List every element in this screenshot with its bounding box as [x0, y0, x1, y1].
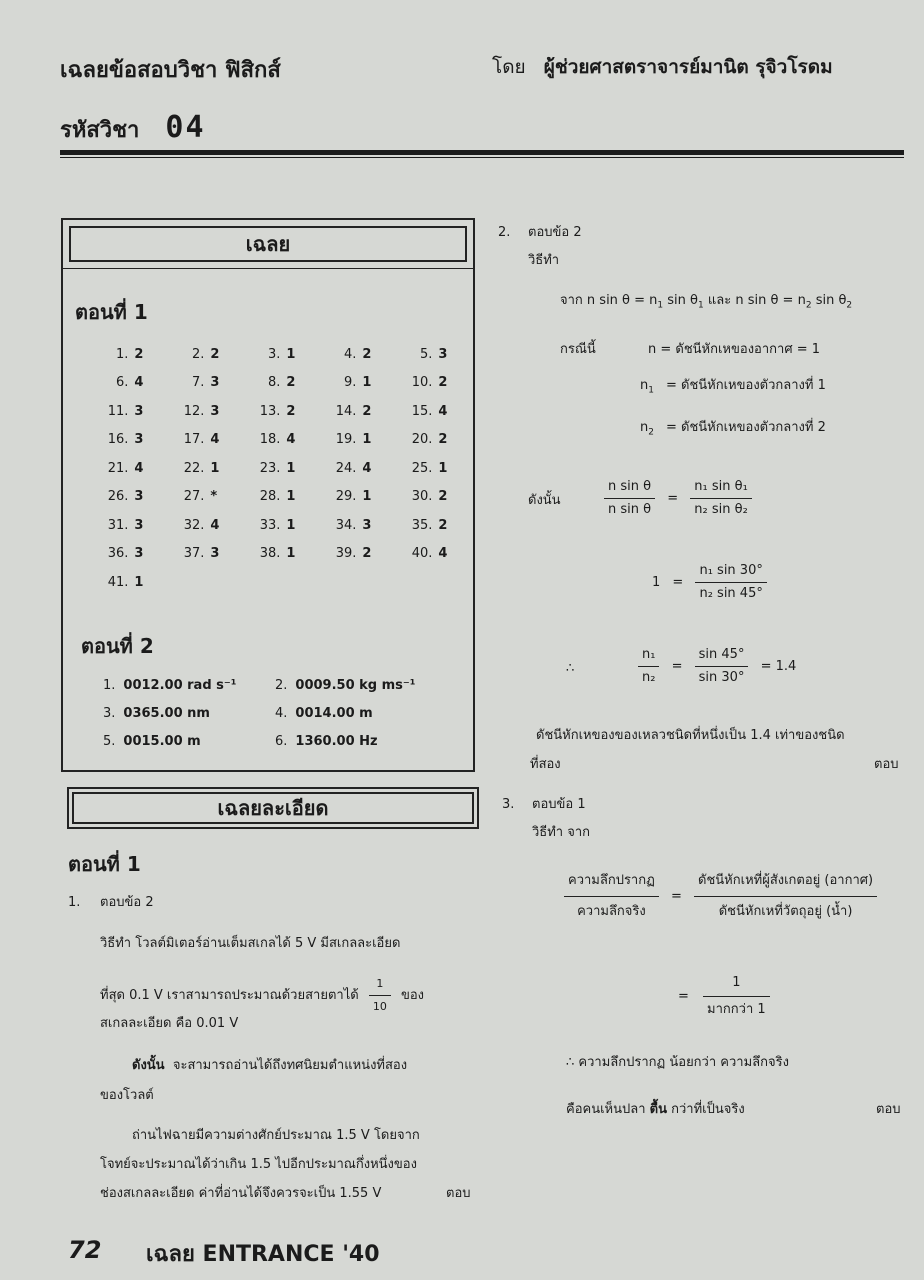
q3-conc-text: คือคนเห็นปลา	[566, 1102, 646, 1117]
q2-result: = 1.4	[760, 659, 797, 674]
q1-frac-bottom: 10	[372, 1000, 387, 1013]
q3-frac-top: ดัชนีหักเหที่ผู้สังเกตอยู่ (อากาศ)	[694, 872, 877, 897]
answer-cell	[387, 489, 463, 504]
answer-cell	[235, 375, 311, 390]
q2-n2-definition: = ดัชนีหักเหของตัวกลางที่ 2	[666, 420, 826, 435]
answer-choice: 3	[362, 517, 372, 533]
q3-ratio-2: = $\frac{1}{\text{มากกว่า 1}}$	[678, 974, 770, 1019]
q2-frac-n	[638, 646, 659, 687]
question-number: 6.	[116, 375, 129, 391]
q3-end-answer: ตอบ	[876, 1102, 901, 1117]
question-number: 25.	[411, 460, 433, 476]
q2-answer: ตอบข้อ 2	[528, 225, 582, 240]
q1-answer: ตอบข้อ 2	[100, 895, 154, 910]
answer-cell	[311, 347, 387, 362]
author-name: ผู้ช่วยศาสตราจารย์มานิต รุจิวโรดม	[543, 56, 833, 78]
q2-frac-sin2	[695, 646, 749, 687]
footer-brand: เฉลย ENTRANCE '40	[146, 1242, 380, 1267]
q2-frac-top: n sin θ	[604, 478, 655, 499]
question-number: 38.	[259, 546, 281, 562]
question-number: 40.	[411, 546, 433, 562]
part2-answer	[275, 734, 378, 749]
answer-cell	[83, 432, 159, 447]
page-number: 72	[68, 1236, 102, 1264]
answer-choice: 1	[362, 489, 372, 505]
answer-cell	[387, 347, 463, 362]
answer-choice: 3	[210, 403, 220, 419]
question-number: 11.	[107, 403, 129, 419]
part1-answer-grid	[83, 340, 463, 597]
question-number: 13.	[259, 403, 281, 419]
answer-choice: 2	[438, 517, 448, 533]
question-number: 39.	[335, 546, 357, 562]
question-number: 24.	[335, 460, 357, 476]
q2-frac-bottom: sin 30°	[698, 670, 745, 685]
answer-choice: 4	[134, 460, 144, 476]
q2-ratio-1: $\frac{\text{n sin θ}}{\text{n sin θ}}$ = $\frac{\text{n₁ sin θ₁}}{\text{n₂ sin θ₂}}$	[604, 478, 752, 519]
answer-cell	[159, 546, 235, 561]
q2-number: 2.	[498, 225, 511, 240]
question-number: 26.	[107, 489, 129, 505]
answer-cell	[311, 546, 387, 561]
q2-frac-top: n₁	[638, 646, 659, 667]
answer-choice: 1	[286, 346, 296, 362]
question-number: 22.	[183, 460, 205, 476]
q3-frac-depth	[564, 872, 659, 921]
part2-answer	[275, 678, 415, 693]
q2-frac-top: n₁ sin θ₁	[690, 478, 752, 499]
q2-end-answer: ตอบ	[874, 757, 899, 772]
q2-equation-snell: จาก n $\sin \theta = n_1$ $\sin \theta_1$ และ n $\sin \theta = n_2$ $\sin \theta_2$	[560, 293, 853, 311]
question-number: 34.	[335, 517, 357, 533]
answer-cell	[235, 546, 311, 561]
question-number: 5.	[420, 346, 433, 362]
answer-cell	[387, 461, 463, 476]
question-number: 41.	[107, 574, 129, 590]
question-number: 10.	[411, 375, 433, 391]
answer-cell	[83, 404, 159, 419]
answer-row	[83, 568, 463, 597]
answer-cell	[83, 375, 159, 390]
q3-number: 3.	[502, 797, 515, 812]
q2-ratio-3: $\frac{\text{n₁}}{\text{n₂}}$ = $\frac{\sin 45^\circ}{\sin 30^\circ}$ = 1.4	[638, 646, 796, 687]
answer-choice: 1	[362, 432, 372, 448]
q3-frac-top: 1	[703, 974, 770, 997]
question-number: 8.	[268, 375, 281, 391]
q3-conc-bold: ตื้น	[649, 1102, 667, 1117]
header-rule-thin	[60, 157, 904, 158]
part1-title: ตอนที่ 1	[75, 300, 148, 324]
answer-cell	[311, 404, 387, 419]
part2-answer	[103, 706, 210, 721]
answer-cell	[311, 432, 387, 447]
q2-n1-symbol: $n_1$	[640, 378, 654, 396]
author-line	[492, 52, 833, 82]
q3-frac-top: ความลึกปรากฏ	[564, 872, 659, 897]
answer-box	[61, 218, 475, 772]
q1-line7: โจทย์จะประมาณได้ว่าเกิน 1.5 ไปอีกประมาณกึ่งหนึ่งของ	[100, 1157, 417, 1172]
q2-frac-bottom: n₂ sin θ₂	[694, 502, 748, 517]
q1-line2-text: ที่สุด 0.1 V เราสามารถประมาณด้วยสายตาได้	[100, 988, 359, 1003]
answer-choice: 4	[286, 432, 296, 448]
answer-row	[83, 369, 463, 398]
q2-frac-sin	[695, 562, 766, 603]
answer-cell	[159, 461, 235, 476]
q2-n1-definition: = ดัชนีหักเหของตัวกลางที่ 1	[666, 378, 826, 393]
answer-choice: 3	[210, 375, 220, 391]
subject-code-value: 04	[165, 110, 206, 145]
answer-choice: 3	[134, 403, 144, 419]
answer-choice: 2	[210, 346, 220, 362]
q1-line6: ถ่านไฟฉายมีความต่างศักย์ประมาณ 1.5 V โดยจาก	[132, 1128, 420, 1143]
q2-conclusion: ดัชนีหักเหของของเหลวชนิดที่หนึ่งเป็น 1.4 เท่าของชนิด	[536, 728, 845, 743]
part2-title: ตอนที่ 2	[81, 634, 154, 658]
question-number: 15.	[411, 403, 433, 419]
answer-choice: 2	[362, 403, 372, 419]
answer-choice: 4	[210, 517, 220, 533]
answer-cell	[311, 375, 387, 390]
q3-frac-index	[694, 872, 877, 921]
question-number: 9.	[344, 375, 357, 391]
answer-cell	[159, 432, 235, 447]
answer-cell	[387, 404, 463, 419]
part2-value: 0009.50 kg ms⁻¹	[295, 678, 416, 693]
answer-choice: 2	[438, 489, 448, 505]
q2-so-label: ดังนั้น	[528, 493, 561, 508]
answer-cell	[235, 489, 311, 504]
question-number: 16.	[107, 432, 129, 448]
answer-cell	[83, 518, 159, 533]
q2-frac-bottom: n sin θ	[608, 502, 652, 517]
answer-row	[83, 540, 463, 569]
q1-line4	[132, 1057, 407, 1075]
question-number: 18.	[259, 432, 281, 448]
answer-cell	[387, 518, 463, 533]
answer-box-divider	[63, 268, 473, 269]
answer-choice: 2	[438, 375, 448, 391]
q3-frac-bottom: ความลึกจริง	[577, 904, 646, 919]
question-number: 37.	[183, 546, 205, 562]
answer-cell	[387, 546, 463, 561]
subject-code-label: รหัสวิชา	[60, 118, 140, 143]
question-number: 17.	[183, 432, 205, 448]
q1-line2	[100, 975, 478, 1016]
answer-cell	[387, 375, 463, 390]
part2-answer	[103, 678, 236, 693]
part2-value: 0014.00 m	[295, 706, 373, 721]
question-number: 30.	[411, 489, 433, 505]
answer-choice: 4	[134, 375, 144, 391]
answer-cell	[83, 489, 159, 504]
q2-n1-letter: n	[640, 378, 649, 393]
question-number: 4.	[344, 346, 357, 362]
q1-fraction	[369, 975, 391, 1016]
question-number: 2.	[192, 346, 205, 362]
answer-choice: 4	[210, 432, 220, 448]
part2-num: 1.	[103, 678, 116, 693]
answer-choice: 2	[362, 546, 372, 562]
q1-line5: ของโวลต์	[100, 1088, 154, 1103]
answer-row	[83, 426, 463, 455]
q2-frac-right	[690, 478, 752, 519]
answer-cell	[83, 461, 159, 476]
answer-cell	[235, 461, 311, 476]
q2-method: วิธีทำ	[528, 253, 560, 268]
part2-num: 2.	[275, 678, 288, 693]
answer-choice: 3	[134, 517, 144, 533]
part2-value: 0012.00 rad s⁻¹	[123, 678, 237, 693]
q3-answer: ตอบข้อ 1	[532, 797, 586, 812]
answer-row	[83, 511, 463, 540]
answer-choice: 2	[362, 346, 372, 362]
q2-frac-top: sin 45°	[695, 646, 749, 667]
question-number: 20.	[411, 432, 433, 448]
q3-method: วิธีทำ จาก	[532, 825, 591, 840]
question-number: 31.	[107, 517, 129, 533]
answer-choice: 3	[438, 346, 448, 362]
q2-eq-part: จาก n sin θ = n	[560, 293, 658, 308]
answer-choice: 2	[438, 432, 448, 448]
answer-box-heading: เฉลย	[69, 226, 467, 262]
q2-eq-part: sin θ	[815, 293, 847, 308]
answer-choice: 3	[134, 489, 144, 505]
q2-n-definition: n = ดัชนีหักเหของอากาศ = 1	[648, 342, 821, 357]
q2-case-label: กรณีนี้	[560, 342, 596, 357]
subject-code	[60, 110, 206, 147]
q3-frac-bottom: ดัชนีหักเหที่วัตถุอยู่ (น้ำ)	[718, 904, 853, 919]
question-number: 35.	[411, 517, 433, 533]
answer-choice: 1	[286, 460, 296, 476]
q2-therefore: ∴	[566, 661, 575, 676]
answer-cell	[311, 461, 387, 476]
answer-cell	[83, 347, 159, 362]
header-rule	[60, 150, 904, 155]
answer-row	[83, 397, 463, 426]
answer-cell	[83, 575, 159, 590]
part2-value: 0365.00 nm	[123, 706, 210, 721]
answer-choice: 3	[134, 432, 144, 448]
question-number: 33.	[259, 517, 281, 533]
answer-cell	[83, 546, 159, 561]
page-title: เฉลยข้อสอบวิชา ฟิสิกส์	[60, 58, 281, 83]
answer-cell	[311, 518, 387, 533]
question-number: 28.	[259, 489, 281, 505]
q2-conclusion-2: ที่สอง	[530, 757, 561, 772]
answer-cell	[235, 432, 311, 447]
q1-so-label: ดังนั้น	[132, 1058, 165, 1073]
answer-choice: 4	[362, 460, 372, 476]
answer-cell	[159, 518, 235, 533]
question-number: 14.	[335, 403, 357, 419]
q1-number: 1.	[68, 895, 81, 910]
part2-num: 5.	[103, 734, 116, 749]
detail-heading: เฉลยละเอียด	[72, 792, 474, 824]
part2-value: 0015.00 m	[123, 734, 201, 749]
q1-line3: สเกลละเอียด คือ 0.01 V	[100, 1016, 239, 1031]
q2-ratio-2: 1 = $\frac{\text{n₁ sin 30°}}{\text{n₂ sin 45°}}$	[652, 562, 767, 603]
question-number: 36.	[107, 546, 129, 562]
q2-frac-bottom: n₂ sin 45°	[699, 586, 763, 601]
answer-choice: 1	[286, 489, 296, 505]
answer-choice: 4	[438, 403, 448, 419]
q3-ratio-1: $\frac{\text{ความลึกปรากฏ}}{\text{ความลึกจริง}}$ = $\frac{\text{ดัชนีหักเหที่ผู้สังเกตอยู่ (อากาศ)}}{\text{ดัชนีหักเหที่วัตถุอยู่ (น้ำ)}}$	[564, 872, 877, 921]
q2-frac-top: n₁ sin 30°	[695, 562, 766, 583]
answer-row	[83, 340, 463, 369]
q2-one: 1	[652, 575, 661, 590]
answer-choice: 1	[286, 517, 296, 533]
answer-choice: 2	[286, 375, 296, 391]
q1-end-answer: ตอบ	[446, 1186, 471, 1201]
answer-choice: 4	[438, 546, 448, 562]
detail-part-title: ตอนที่ 1	[68, 852, 141, 876]
q2-eq-part: และ n sin θ = n	[707, 293, 806, 308]
answer-cell	[235, 347, 311, 362]
answer-cell	[159, 375, 235, 390]
answer-cell	[311, 489, 387, 504]
part2-num: 4.	[275, 706, 288, 721]
answer-choice: 2	[134, 346, 144, 362]
q1-line1: วิธีทำ โวลต์มิเตอร์อ่านเต็มสเกลได้ 5 V มีสเกลละเอียด	[100, 936, 401, 951]
answer-choice: *	[210, 489, 218, 505]
q3-conc-text: กว่าที่เป็นจริง	[671, 1102, 745, 1117]
q3-frac-result	[703, 974, 770, 1019]
q3-conclusion: ∴ ความลึกปรากฏ น้อยกว่า ความลึกจริง	[566, 1055, 789, 1070]
question-number: 3.	[268, 346, 281, 362]
question-number: 12.	[183, 403, 205, 419]
answer-row	[83, 454, 463, 483]
q3-conclusion-2	[566, 1101, 745, 1119]
answer-cell	[235, 518, 311, 533]
q1-line4-text: จะสามารถอ่านได้ถึงทศนิยมตำแหน่งที่สอง	[172, 1058, 408, 1073]
answer-cell	[159, 404, 235, 419]
q2-eq-part: sin θ	[667, 293, 698, 308]
answer-choice: 1	[286, 546, 296, 562]
part2-answer	[275, 706, 373, 721]
question-number: 27.	[183, 489, 205, 505]
part2-num: 6.	[275, 734, 288, 749]
answer-choice: 3	[134, 546, 144, 562]
answer-choice: 1	[362, 375, 372, 391]
question-number: 29.	[335, 489, 357, 505]
answer-choice: 1	[210, 460, 220, 476]
answer-choice: 3	[210, 546, 220, 562]
part2-value: 1360.00 Hz	[295, 734, 378, 749]
q1-frac-top: 1	[369, 975, 391, 996]
part2-num: 3.	[103, 706, 116, 721]
q2-n2-letter: n	[640, 420, 649, 435]
answer-choice: 2	[286, 403, 296, 419]
q1-line2-end: ของ	[400, 988, 425, 1003]
by-label: โดย	[492, 56, 526, 78]
answer-cell	[159, 489, 235, 504]
answer-row	[83, 483, 463, 512]
answer-choice: 1	[438, 460, 448, 476]
question-number: 7.	[192, 375, 205, 391]
question-number: 1.	[116, 346, 129, 362]
q2-frac-bottom: n₂	[642, 670, 656, 685]
answer-cell	[235, 404, 311, 419]
answer-choice: 1	[134, 574, 144, 590]
part2-answer	[103, 734, 201, 749]
question-number: 23.	[259, 460, 281, 476]
q2-frac-left	[604, 478, 655, 519]
question-number: 19.	[335, 432, 357, 448]
detail-heading-box	[67, 787, 479, 829]
question-number: 21.	[107, 460, 129, 476]
answer-cell	[159, 347, 235, 362]
answer-cell	[387, 432, 463, 447]
q2-n2-symbol: $n_2$	[640, 420, 654, 438]
q1-line8: ช่องสเกลละเอียด ค่าที่อ่านได้จึงควรจะเป็น 1.55 V	[100, 1186, 382, 1201]
question-number: 32.	[183, 517, 205, 533]
q3-frac-bottom: มากกว่า 1	[707, 1002, 766, 1017]
